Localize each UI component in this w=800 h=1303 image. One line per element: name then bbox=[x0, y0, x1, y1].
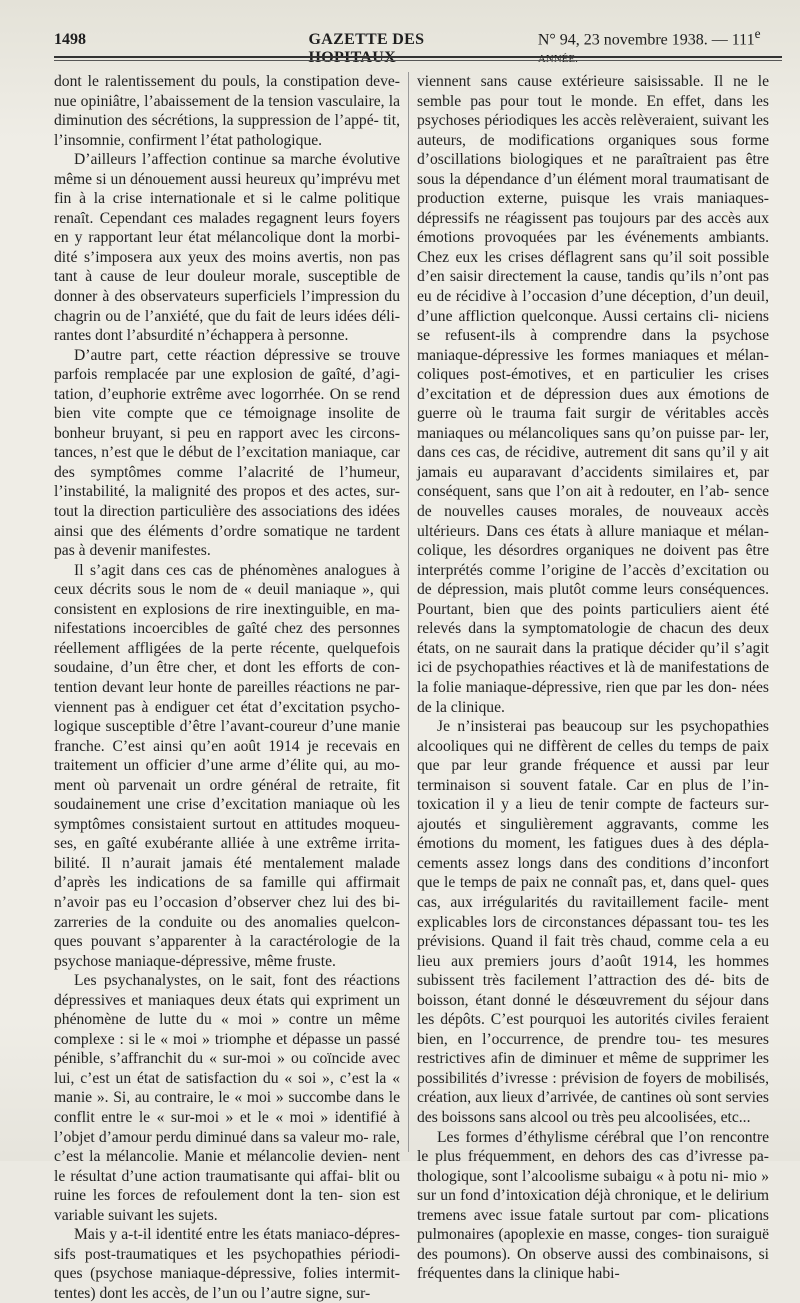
header-rule-thick bbox=[54, 56, 782, 58]
paragraph: Les formes d’éthylisme cérébral que l’on rencontre le plus fréquemment, en dehors des cas d’ivresse pa- thologique, sont l’alcoolisme subaigu « à potu ni- mio » sur un fond d’intoxication déjà chronique, et le delirium tremens avec issue fatale surtout par com- plications pulmonaires (apoplexie en masse, conges- tion suraiguë des poumons). On observe aussi des combinaisons, si fréquentes dans la clinique habi- bbox=[417, 1128, 769, 1283]
right-column bbox=[417, 72, 769, 1284]
paragraph: Mais y a-t-il identité entre les états maniaco-dépres- sifs post-traumatiques et les psychopathies périodi- ques (psychose maniaque-dépressive, folies intermit- tentes) dont les accès, de l’un ou l’autre signe, sur- bbox=[54, 1226, 400, 1302]
paragraph: D’autre part, cette réaction dépressive se trouve parfois remplacée par une explosion de gaîté, d’agi- tation, d’euphorie extrême avec logorrhée. On se rend bien vite compte que ce témoignage insolite de bonheur bruyant, si peu en rapport avec les circons- tances, n’est que le début de l’excitation maniaque, car des symptômes comme l’alacrité de l’humeur, l’instabilité, la malignité des propos et des actes, sur- tout la direction particulière des associations des idées ainsi que des éléments d’ordre somatique ne tardent pas à devenir manifestes. bbox=[54, 346, 400, 560]
paragraph: Il s’agit dans ces cas de phénomènes analogues à ceux décrits sous le nom de « deuil maniaque », qui consistent en explosions de rire inextinguible, en ma- nifestations incoercibles de gaîté chez des personnes réellement affligées de la perte récente, quelquefois soudaine, d’un être cher, et dont les efforts de con- tention devant leur honte de pareilles réactions ne par- viennent pas à endiguer cet état d’excitation psycho- logique susceptible d’être l’avant-coureur d’une manie franche. C’est ainsi qu’en août 1914 je recevais en traitement un officier d’une arme d’élite qui, au mo- ment où parvenait un ordre général de retraite, fit soudainement une crise d’excitation maniaque où les symptômes consistaient surtout en attitudes moqueu- ses, en gaîté exubérante alliée à une extrême irrita- bilité. Il n’aurait jamais été mentalement malade d’après les indications de sa famille qui affirmait n’avoir pas eu l’occasion d’observer chez lui des bi- zarreries de la conduite ou des anomalies quelcon- ques pouvant s’apparenter à la caractérologie de la psychose maniaque-dépressive, même fruste. bbox=[54, 561, 400, 970]
page-number: 1498 bbox=[54, 31, 86, 49]
issue-info bbox=[538, 26, 782, 67]
header-rule-thin bbox=[54, 60, 782, 61]
paragraph: viennent sans cause extérieure saisissable. Il ne le semble pas pour tout le monde. En effet, dans les psychoses périodiques les accès relèveraient, suivant les auteurs, de modifications organiques sous forme d’oscillations biologiques et ne paraîtraient pas être sous la dépendance d’un élément moral traumatisant de production externe, puisque les vrais maniaques- dépressifs ne réagissent pas toujours par des accès aux émotions provoquées par les événements ambiants. Chez eux les crises déflagrent sans qu’il soit possible d’en saisir directement la cause, tandis qu’ils n’ont pas eu de récidive à l’occasion d’une déception, d’un deuil, d’une affliction quelconque. Aussi certains cli- niciens se refusent-ils à comprendre dans la psychose maniaque-dépressive les formes maniaques et mélan- coliques post-émotives, et en particulier les crises d’excitation et de dépression dues aux émotions de guerre où le trauma fait surgir de véritables accès maniaques ou mélancoliques sans qu’on puisse par- ler, dans ces cas, de récidive, autrement dit sans qu’il y ait jamais eu auparavant d’accidents similaires et, par conséquent, sans que l’on ait à redouter, en l’ab- sence de nouvelles causes morales, de nouveaux accès ultérieurs. Dans ces états à allure maniaque et mélan- colique, les désordres organiques ne doivent pas être interprétés comme l’origine de l’accès d’excitation ou de dépression, mais plutôt comme leurs conséquences. Pourtant, bien que des points particuliers aient été relevés dans la symptomatologie de chacun des deux états, on ne saurait dans la pratique décider qu’il s’agit ici de psychopathies réactives et là de manifestations de la folie maniaque-dépressive, rien que par les don- nées de la clinique. bbox=[417, 73, 769, 716]
left-column bbox=[54, 72, 400, 1303]
paragraph: Les psychanalystes, on le sait, font des réactions dépressives et maniaques deux états qui expriment un phénomène de lutte du « moi » contre un même complexe : si le « moi » triomphe et dépasse un passé pénible, s’affranchit du « sur-moi » ou coïncide avec lui, c’est un état de satisfaction du « soi », c’est la « manie ». Si, au contraire, le « moi » succombe dans le conflit entre le « sur-moi » et le « moi » identifié à l’objet d’amour perdu diminué dans sa valeur mo- rale, c’est la mélancolie. Manie et mélancolie devien- nent le résultat d’une action traumatisante qui affai- blit ou ruine les forces de refoulement dont la ten- sion est variable suivant les sujets. bbox=[54, 972, 400, 1224]
issue-text: N° 94, 23 novembre 1938. — 111 bbox=[537, 31, 755, 49]
paragraph: dont le ralentissement du pouls, la constipation deve- nue opiniâtre, l’abaissement de la tension vasculaire, la diminution des sécrétions, la suppression de l’appé- tit, l’insomnie, confirment l’état pathologique. bbox=[54, 73, 400, 149]
paragraph: D’ailleurs l’affection continue sa marche évolutive même si un dénouement aussi heureux qu’imprévu met fin à la crise internationale et si le calme politique renaît. Cependant ces malades regagnent leurs foyers en y rapportant leur état mélancolique dont la morbi- dité s’imposera aux yeux des moins avertis, non pas tant à cause de leur douleur morale, susceptible de donner à des observateurs superficiels l’impression du chagrin ou de l’anxiété, que du fait de leurs idées déli- rantes dont l’absurdité n’échappera à personne. bbox=[54, 151, 400, 345]
paragraph: Je n’insisterai pas beaucoup sur les psychopathies alcooliques qui ne diffèrent de celles du temps de paix que par leur grande fréquence et aussi par leur terminaison si souvent fatale. Car en plus de l’in- toxication il y a lieu de tenir compte de facteurs sur- ajoutés et singulièrement aggravants, comme les émotions du moment, les fatigues dues à des dépla- cements assez longs dans des conditions d’inconfort que le temps de paix ne connaît pas, et, dans quel- ques cas, aux irrégularités du ravitaillement facile- ment explicables lors de circonstances dépassant tou- tes les prévisions. Quand il fait très chaud, comme cela a eu lieu aux premiers jours d’août 1914, les hommes subissent très facilement l’attraction des dé- bits de boisson, étant donné le désœuvrement du séjour dans les dépôts. C’est pourquoi les autorités civiles feraient bien, en l’occurrence, de prendre tou- tes mesures restrictives afin de diminuer et même de supprimer les possibilités d’ivresse : prévision de foyers de mobilisés, création, aux lieux d’arrivée, de cantines où sont servies des boissons sans alcool ou très peu alcoolisées, etc... bbox=[417, 718, 769, 1126]
issue-superscript: e bbox=[754, 26, 761, 41]
journal-title: GAZETTE DES HOPITAUX bbox=[308, 31, 425, 67]
column-divider bbox=[408, 72, 409, 1152]
page-header bbox=[54, 26, 782, 67]
issue-suffix: ANNÉE. bbox=[537, 53, 578, 66]
